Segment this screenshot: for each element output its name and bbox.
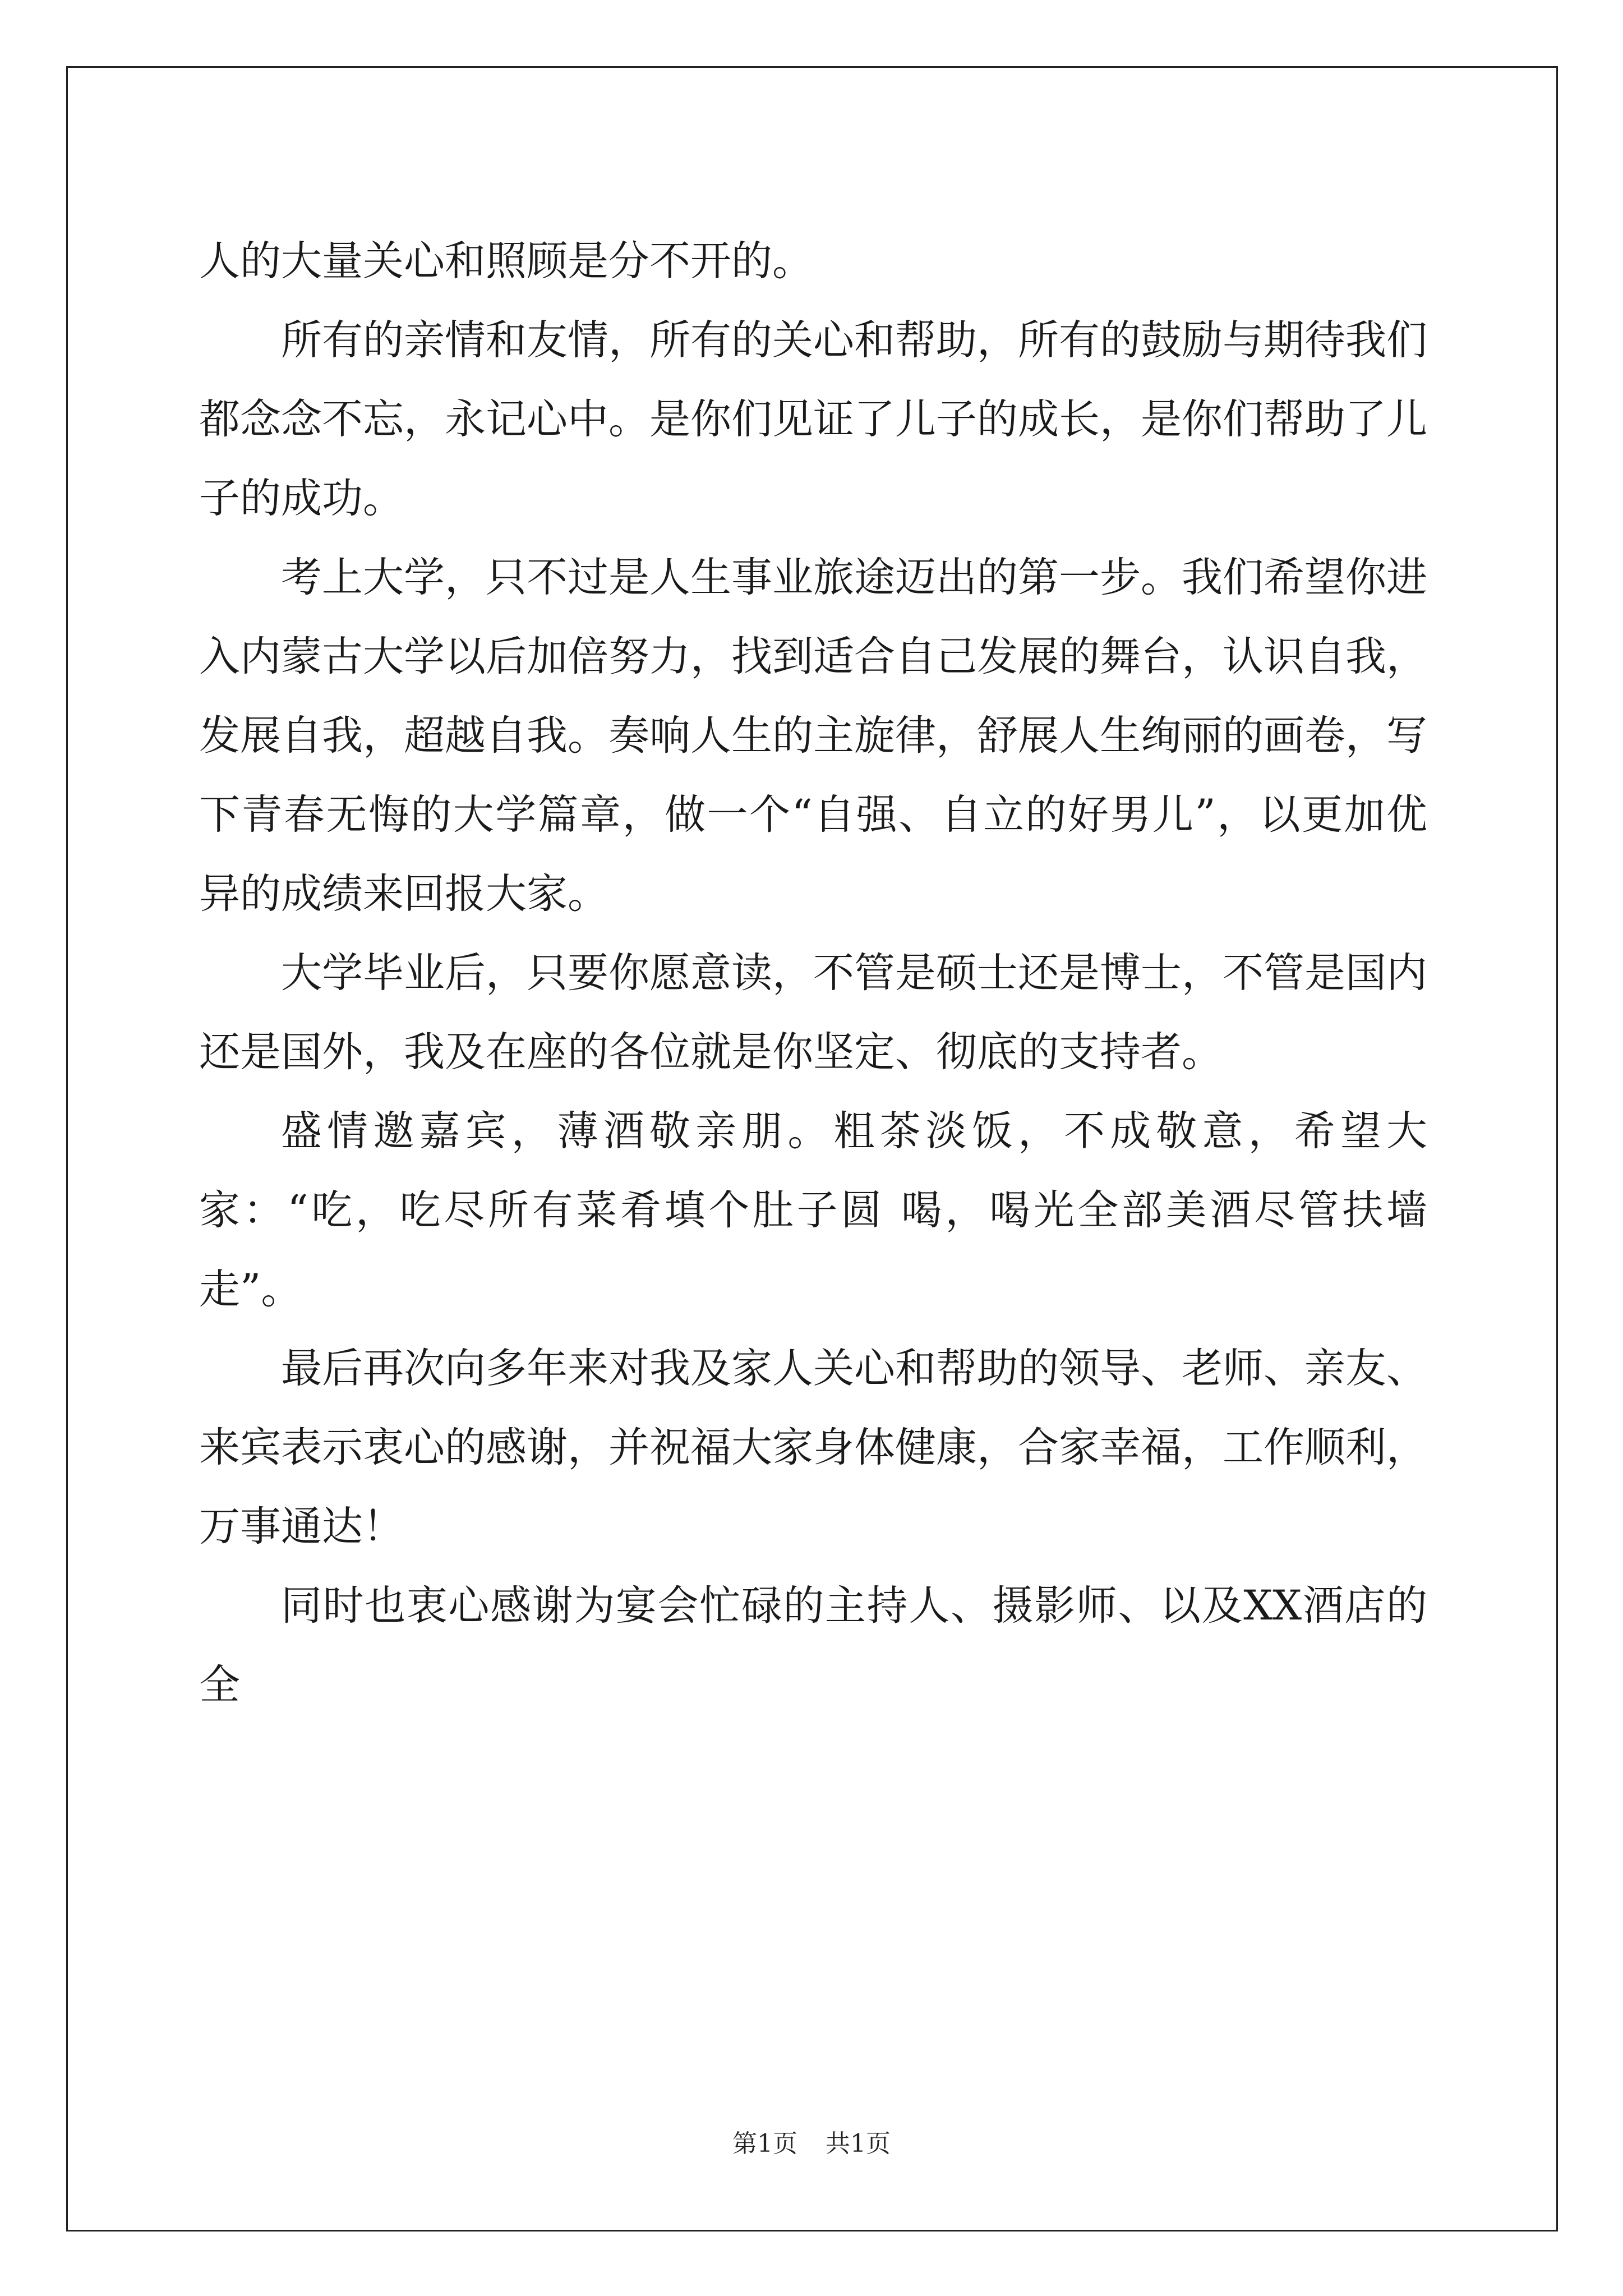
- total-pages-label: 共1页: [826, 2129, 891, 2158]
- paragraph-6: 最后再次向多年来对我及家人关心和帮助的领导、老师、亲友、来宾表示衷心的感谢，并祝福大家身体健康，合家幸福，工作顺利，万事通达！: [199, 1345, 1427, 1550]
- paragraph-4: 大学毕业后，只要你愿意读，不管是硕士还是博士，不管是国内还是国外，我及在座的各位就是你坚定、彻底的支持者。: [199, 949, 1427, 1076]
- paragraph-2: 所有的亲情和友情，所有的关心和帮助，所有的鼓励与期待我们都念念不忘，永记心中。是你们见证了儿子的成长，是你们帮助了儿子的成功。: [199, 316, 1427, 522]
- paragraph-3: 考上大学，只不过是人生事业旅途迈出的第一步。我们希望你进入内蒙古大学以后加倍努力，找到适合自己发展的舞台，认识自我，发展自我，超越自我。奏响人生的主旋律，舒展人生绚丽的画卷，写下青春无悔的大学篇章，做一个“自强、自立的好男儿”，以更加优异的成绩来回报大家。: [199, 554, 1427, 918]
- page-footer: [0, 2127, 1623, 2161]
- paragraph-7: 同时也衷心感谢为宴会忙碌的主持人、摄影师、以及XX酒店的全: [199, 1582, 1427, 1709]
- document-body: [199, 222, 1427, 1724]
- paragraph-1: 人的大量关心和照顾是分不开的。: [199, 237, 813, 285]
- current-page-label: 第1页: [732, 2129, 797, 2158]
- paragraph-5: 盛情邀嘉宾，薄酒敬亲朋。粗茶淡饭，不成敬意，希望大家：“吃，吃尽所有菜肴填个肚子圆 喝，喝光全部美酒尽管扶墙走”。: [199, 1107, 1427, 1313]
